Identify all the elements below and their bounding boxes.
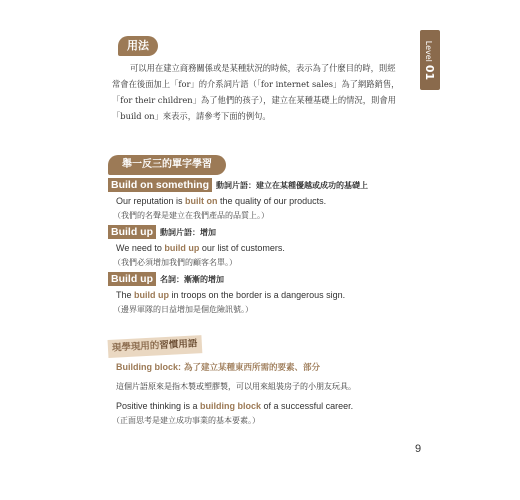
idiom-block	[112, 360, 436, 427]
term-badge: Build up	[108, 272, 156, 286]
level-number: 01	[423, 64, 437, 80]
idiom-banner: 現學現用的習慣用語	[108, 335, 203, 358]
example-sentence: We need to build up our list of customers.	[116, 243, 285, 253]
vocab-entry	[108, 225, 285, 269]
usage-line: 可以用在建立商務關係或是某種狀況的時候，表示為了什麼目的時，則經	[130, 63, 396, 73]
example-translation: （我們必須增加我們的顧客名單。）	[113, 258, 237, 267]
idiom-term: Building block:	[116, 362, 181, 372]
term-badge: Build on something	[108, 178, 212, 192]
page-number: 9	[415, 443, 422, 455]
usage-paragraph	[112, 60, 412, 124]
example-sentence: The build up in troops on the border is a dangerous sign.	[116, 290, 346, 300]
vocab-entry	[108, 178, 368, 222]
example-highlight: build up	[164, 243, 200, 253]
term-badge: Build up	[108, 225, 156, 239]
level-tab-label	[420, 30, 440, 90]
usage-line: 「build on」來表示，請參考下面的例句。	[112, 111, 271, 121]
usage-line: 「for their children」為了他們的孩子），建立在某種基礎上的情況，則會用	[112, 95, 396, 105]
idiom-explanation: 這個片語原來是指木製或塑膠製，可以用來組裝房子的小朋友玩具。	[116, 382, 356, 391]
section-title-bubble: 舉一反三的單字學習	[108, 155, 226, 175]
idiom-example-translation: （正面思考是建立成功事業的基本要素。）	[112, 416, 260, 425]
term-definition: 名詞：漸漸的增加	[160, 274, 224, 284]
example-sentence: Our reputation is built on the quality of our products.	[116, 196, 327, 206]
term-definition: 動詞片語：建立在某種優越或成功的基礎上	[216, 180, 368, 190]
example-highlight: building block	[200, 401, 262, 411]
idiom-heading	[116, 360, 436, 374]
usage-badge: 用法	[118, 36, 158, 56]
example-translation: （我們的名聲是建立在我們產品的品質上。）	[113, 211, 269, 220]
idiom-term-definition: 為了建立某種東西所需的要素、部分	[181, 363, 320, 373]
example-highlight: build up	[134, 290, 170, 300]
vocab-entry	[108, 272, 345, 316]
idiom-example: Positive thinking is a building block of a successful career.	[116, 401, 354, 411]
example-translation: （邊界軍隊的日益增加是個危險訊號。）	[113, 305, 253, 314]
level-prefix: Level	[424, 40, 434, 62]
term-definition: 動詞片語：增加	[160, 227, 216, 237]
usage-line: 常會在後面加上「for」的介系詞片語（「for internet sales」為了網路銷售，	[112, 79, 400, 89]
example-highlight: built on	[185, 196, 218, 206]
